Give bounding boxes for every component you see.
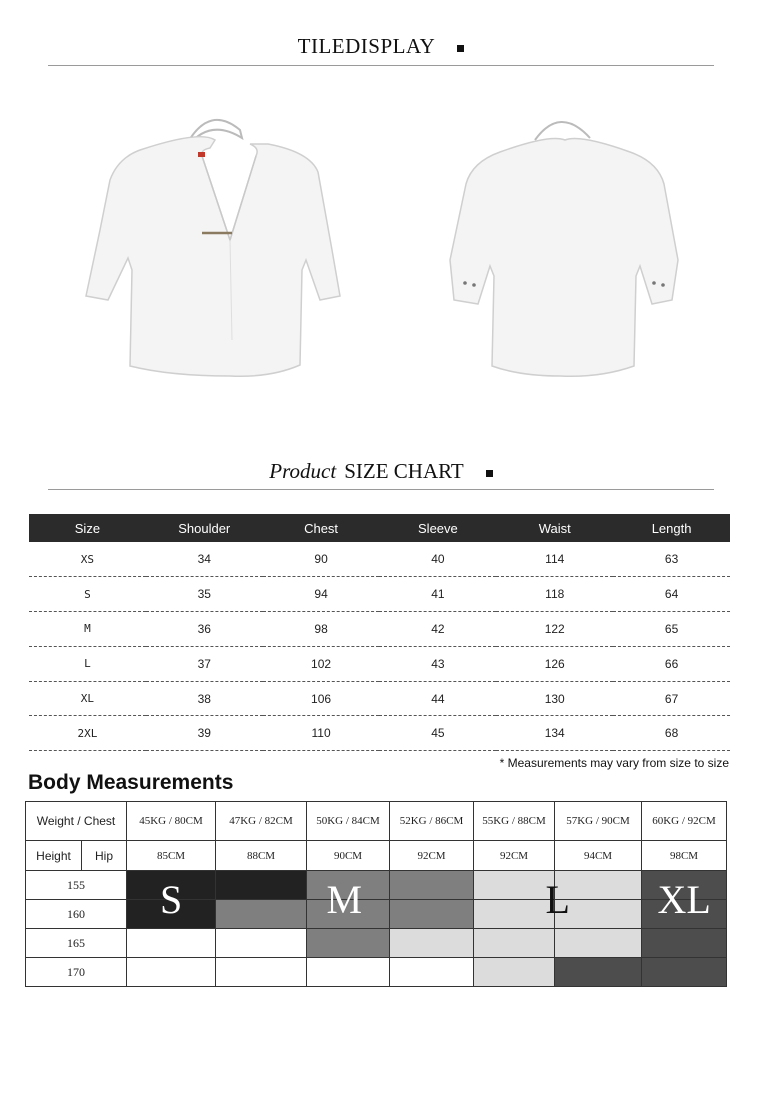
size-chart-header-row (29, 514, 730, 542)
column-header: Length (613, 514, 730, 542)
hip-cell: 94CM (555, 841, 642, 871)
size-letter-label: S (160, 877, 183, 922)
measurement-cell: 63 (613, 542, 730, 577)
column-header: Sleeve (379, 514, 496, 542)
measurement-cell: 35 (146, 577, 263, 612)
square-bullet-icon (457, 45, 464, 52)
size-fit-cell (555, 929, 642, 958)
height-cell: 170 (26, 958, 127, 987)
height-row (26, 958, 727, 987)
height-label: Height (26, 841, 82, 871)
measurement-cell: 38 (146, 681, 263, 716)
blouse-back-image (440, 100, 690, 390)
measurement-cell: 41 (379, 577, 496, 612)
size-chart-table (29, 514, 730, 751)
hip-cell: 98CM (642, 841, 727, 871)
size-fit-cell (390, 900, 474, 929)
measurement-cell: 64 (613, 577, 730, 612)
measurement-cell: 37 (146, 646, 263, 681)
measurement-cell: 118 (496, 577, 613, 612)
section-title-text: TILEDISPLAY (297, 34, 436, 58)
size-fit-cell (474, 871, 555, 900)
measurement-cell: 67 (613, 681, 730, 716)
size-fit-cell (307, 871, 390, 900)
section-title-italic: Product (269, 459, 337, 483)
measurement-cell: 34 (146, 542, 263, 577)
height-cell: 155 (26, 871, 127, 900)
size-fit-cell (127, 871, 216, 900)
weight-chest-cell: 52KG / 86CM (390, 802, 474, 841)
measurement-cell: 122 (496, 612, 613, 647)
hip-cell: 85CM (127, 841, 216, 871)
weight-chest-cell: 57KG / 90CM (555, 802, 642, 841)
measurement-cell: 44 (379, 681, 496, 716)
weight-chest-row (26, 802, 727, 841)
size-cell: 2XL (29, 716, 146, 751)
measurement-cell: 134 (496, 716, 613, 751)
measurement-cell: 68 (613, 716, 730, 751)
hip-cell: 92CM (474, 841, 555, 871)
height-cell: 160 (26, 900, 127, 929)
measurement-cell: 90 (263, 542, 380, 577)
height-row (26, 871, 727, 900)
divider (48, 489, 714, 490)
size-fit-cell (555, 900, 642, 929)
blouse-front-image (70, 100, 350, 390)
size-fit-cell (642, 929, 727, 958)
height-row (26, 929, 727, 958)
measurement-cell: 36 (146, 612, 263, 647)
measurement-cell: 102 (263, 646, 380, 681)
hip-cell: 90CM (307, 841, 390, 871)
size-fit-cell (474, 929, 555, 958)
hip-cell: 88CM (216, 841, 307, 871)
size-fit-cell (307, 958, 390, 987)
measurement-cell: 42 (379, 612, 496, 647)
size-fit-cell (390, 929, 474, 958)
height-row (26, 900, 727, 929)
size-fit-cell (216, 871, 307, 900)
measurement-cell: 98 (263, 612, 380, 647)
weight-chest-cell: 50KG / 84CM (307, 802, 390, 841)
size-fit-cell (474, 958, 555, 987)
size-fit-cell (642, 900, 727, 929)
size-fit-cell (216, 958, 307, 987)
size-fit-cell (642, 958, 727, 987)
table-row (29, 716, 730, 751)
measurement-cell: 43 (379, 646, 496, 681)
measurement-cell: 106 (263, 681, 380, 716)
column-header: Shoulder (146, 514, 263, 542)
divider (48, 65, 714, 66)
size-fit-cell (390, 871, 474, 900)
column-header: Chest (263, 514, 380, 542)
square-bullet-icon (486, 470, 493, 477)
size-fit-cell (216, 929, 307, 958)
hip-label: Hip (82, 841, 127, 871)
size-letter-label: L (545, 877, 570, 922)
size-fit-cell (390, 958, 474, 987)
table-row (29, 612, 730, 647)
size-fit-cell (307, 900, 390, 929)
hip-cell: 92CM (390, 841, 474, 871)
size-fit-cell (555, 871, 642, 900)
size-letter-label: XL (657, 877, 711, 922)
measurement-cell: 65 (613, 612, 730, 647)
weight-chest-cell: 60KG / 92CM (642, 802, 727, 841)
table-row (29, 577, 730, 612)
size-cell: L (29, 646, 146, 681)
section-title-tiledisplay (0, 34, 762, 59)
hip-row (26, 841, 727, 871)
measurement-note: * Measurements may vary from size to size (499, 756, 729, 770)
measurement-cell: 126 (496, 646, 613, 681)
measurement-cell: 39 (146, 716, 263, 751)
size-cell: M (29, 612, 146, 647)
section-title-size-chart (0, 459, 762, 484)
weight-chest-cell: 45KG / 80CM (127, 802, 216, 841)
size-cell: XS (29, 542, 146, 577)
measurement-cell: 114 (496, 542, 613, 577)
size-fit-cell (127, 900, 216, 929)
column-header: Waist (496, 514, 613, 542)
measurement-cell: 45 (379, 716, 496, 751)
table-row (29, 542, 730, 577)
weight-chest-label: Weight / Chest (26, 802, 127, 841)
size-fit-cell (555, 958, 642, 987)
size-fit-cell (127, 929, 216, 958)
height-cell: 165 (26, 929, 127, 958)
size-letter-label: M (326, 877, 363, 922)
measurement-cell: 66 (613, 646, 730, 681)
size-fit-cell (127, 958, 216, 987)
table-row (29, 646, 730, 681)
table-row (29, 681, 730, 716)
size-cell: XL (29, 681, 146, 716)
column-header: Size (29, 514, 146, 542)
size-fit-cell (642, 871, 727, 900)
weight-chest-cell: 47KG / 82CM (216, 802, 307, 841)
section-title-text: SIZE CHART (344, 459, 464, 483)
size-fit-cell (307, 929, 390, 958)
size-fit-cell (474, 900, 555, 929)
body-measurements-table (25, 801, 727, 987)
measurement-cell: 40 (379, 542, 496, 577)
measurement-cell: 110 (263, 716, 380, 751)
body-measurements-title: Body Measurements (28, 771, 234, 794)
weight-chest-cell: 55KG / 88CM (474, 802, 555, 841)
size-fit-cell (216, 900, 307, 929)
measurement-cell: 94 (263, 577, 380, 612)
measurement-cell: 130 (496, 681, 613, 716)
size-cell: S (29, 577, 146, 612)
